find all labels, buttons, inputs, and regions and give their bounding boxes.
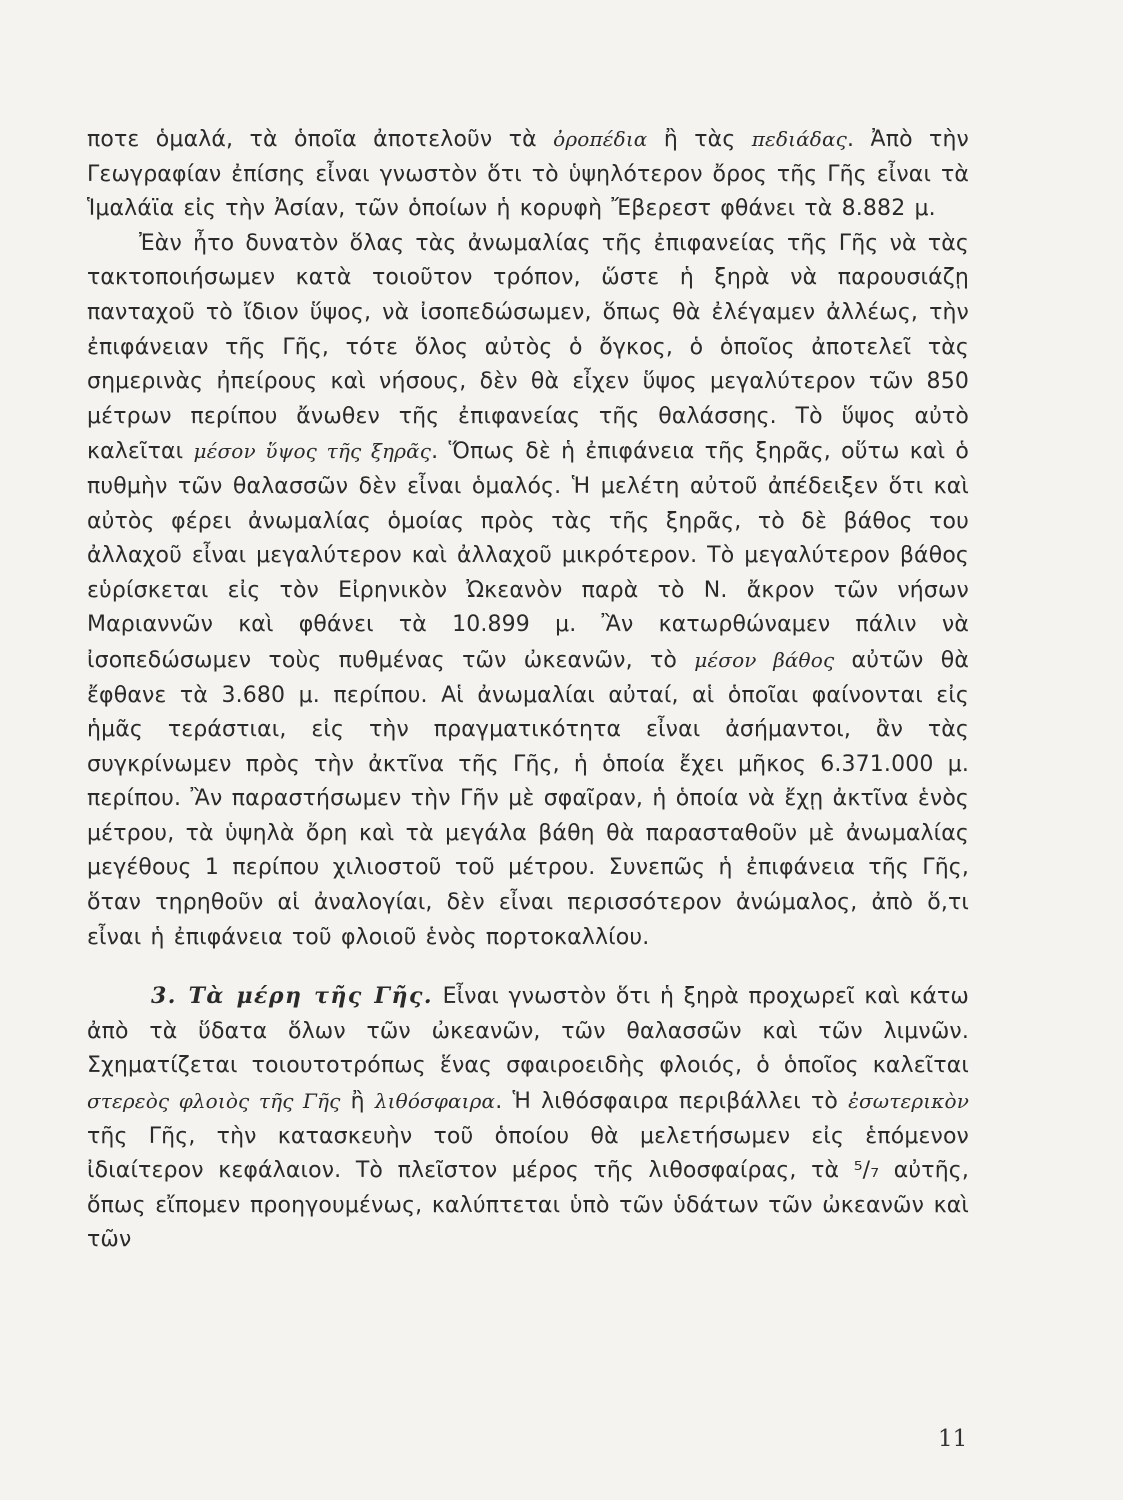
text-run: ἢ τὰς <box>647 127 752 152</box>
fraction: ⁵/₇ <box>853 1158 880 1184</box>
section-heading <box>151 983 433 1009</box>
italic-term: πεδιάδας <box>751 127 847 151</box>
page-body <box>87 122 969 1258</box>
paragraph-mean-height <box>87 227 969 955</box>
italic-term: ὀροπέδια <box>553 127 648 151</box>
italic-term: ἐσωτερικὸν <box>848 1089 969 1114</box>
section-number: 3. <box>151 983 177 1010</box>
section-3-paragraph <box>87 979 969 1258</box>
section-title: Τὰ μέρη τῆς Γῆς. <box>188 983 434 1010</box>
text-run: . Ἀπὸ τὴν Γεωγραφίαν ἐπίσης εἶναι γνωστὸν ὅτι τὸ ὑψηλότερον ὄρος τῆς Γῆς εἶναι τὰ Ἱμαλάϊα εἰς τὴν Ἀσίαν, τῶν ὁποίων ἡ κορυφὴ Ἔβερεστ φθάνει τὰ 8.882 μ. <box>87 127 969 222</box>
italic-term: στερεὸς φλοιὸς τῆς Γῆς <box>87 1089 341 1114</box>
text-run: Εἶναι γνωστὸν ὅτι ἡ ξηρὰ προχωρεῖ καὶ κάτω ἀπὸ τὰ ὕδατα ὅλων τῶν ὠκεανῶν, τῶν θαλασσῶν καὶ τῶν λιμνῶν. Σχηματίζεται τοιουτοτρόπως ἕνας σφαιροειδὴς φλοιός, ὁ ὁποῖος καλεῖται <box>87 984 969 1079</box>
text-run: τῆς Γῆς, τὴν κατασκευὴν τοῦ ὁποίου θὰ μελετήσωμεν εἰς ἑπόμενον ἰδιαίτερον κεφάλαιον. Τὸ πλεῖστον μέρος τῆς λιθοσφαίρας, τὰ <box>87 1123 969 1184</box>
text-run: αὐτῶν θὰ ἔφθανε τὰ 3.680 μ. περίπου. Αἱ ἀνωμαλίαι αὐταί, αἱ ὁποῖαι φαίνονται εἰς ἡμᾶς τεράστιαι, εἰς τὴν πραγματικότητα εἶναι ἀσήμαντοι, ἂν τὰς συγκρίνωμεν πρὸς τὴν ἀκτῖνα τῆς Γῆς, ἡ ὁποία ἔχει μῆκος 6.371.000 μ. περίπου. Ἂν παραστήσωμεν τὴν Γῆν μὲ σφαῖραν, ἡ ὁποία νὰ ἔχῃ ἀκτῖνα ἑνὸς μέτρου, τὰ ὑψηλὰ ὄρη καὶ τὰ μεγάλα βάθη θὰ παρασταθοῦν μὲ ἀνωμαλίας μεγέθους 1 περίπου χιλιοστοῦ τοῦ μέτρου. Συνεπῶς ἡ ἐπιφάνεια τῆς Γῆς, ὅταν τηρηθοῦν αἱ ἀναλογίαι, δὲν εἶναι περισσότερον ἀνώμαλος, ἀπὸ ὅ,τι εἶναι ἡ ἐπιφάνεια τοῦ φλοιοῦ ἑνὸς πορτοκαλλίου. <box>87 647 969 950</box>
italic-term: λιθόσφαιρα <box>374 1089 496 1114</box>
text-run: αὐτῆς, ὅπως εἴπομεν προηγουμένως, καλύπτεται ὑπὸ τῶν ὑδάτων τῶν ὠκεανῶν καὶ τῶν <box>87 1158 969 1253</box>
text-run: ποτε ὁμαλά, τὰ ὁποῖα ἀποτελοῦν τὰ <box>87 127 554 152</box>
text-run: Ἐὰν ἦτο δυνατὸν ὅλας τὰς ἀνωμαλίας τῆς ἐπιφανείας τῆς Γῆς νὰ τὰς τακτοποιήσωμεν κατὰ τοιοῦτον τρόπον, ὥστε ἡ ξηρὰ νὰ παρουσιάζῃ πανταχοῦ τὸ ἴδιον ὕψος, νὰ ἰσοπεδώσωμεν, ὅπως θὰ ἐλέγαμεν ἀλλέως, τὴν ἐπιφάνειαν τῆς Γῆς, τότε ὅλος αὐτὸς ὁ ὄγκος, ὁ ὁποῖος ἀποτελεῖ τὰς σημερινὰς ἠπείρους καὶ νήσους, δὲν θὰ εἶχεν ὕψος μεγαλύτερον τῶν 850 μέτρων περίπου ἄνωθεν τῆς ἐπιφανείας τῆς θαλάσσης. Τὸ ὕψος αὐτὸ καλεῖται <box>87 230 969 465</box>
text-run: ἢ <box>340 1089 375 1115</box>
paragraph-continuation <box>87 122 969 227</box>
text-run: . Ἡ λιθόσφαιρα περιβάλλει τὸ <box>495 1089 849 1115</box>
text-run: . Ὅπως δὲ ἡ ἐπιφάνεια τῆς ξηρᾶς, οὕτω καὶ ὁ πυθμὴν τῶν θαλασσῶν δὲν εἶναι ὁμαλός. Ἡ μελέτη αὐτοῦ ἀπέδειξεν ὅτι καὶ αὐτὸς φέρει ἀνωμαλίας ὁμοίας πρὸς τὰς τῆς ξηρᾶς, τὸ δὲ βάθος του ἀλλαχοῦ εἶναι μεγαλύτερον καὶ ἀλλαχοῦ μικρότερον. Τὸ μεγαλύτερον βάθος εὑρίσκεται εἰς τὸν Εἰρηνικὸν Ὠκεανὸν παρὰ τὸ Ν. ἄκρον τῶν νήσων Μαριαννῶν καὶ φθάνει τὰ 10.899 μ. Ἂν κατωρθώναμεν πάλιν νὰ ἰσοπεδώσωμεν τοὺς πυθμένας τῶν ὠκεανῶν, τὸ <box>87 439 969 673</box>
italic-term: μέσον βάθος <box>694 647 835 672</box>
page-number: 11 <box>938 1426 968 1452</box>
italic-term: μέσον ὕψος τῆς ξηρᾶς <box>193 439 432 464</box>
